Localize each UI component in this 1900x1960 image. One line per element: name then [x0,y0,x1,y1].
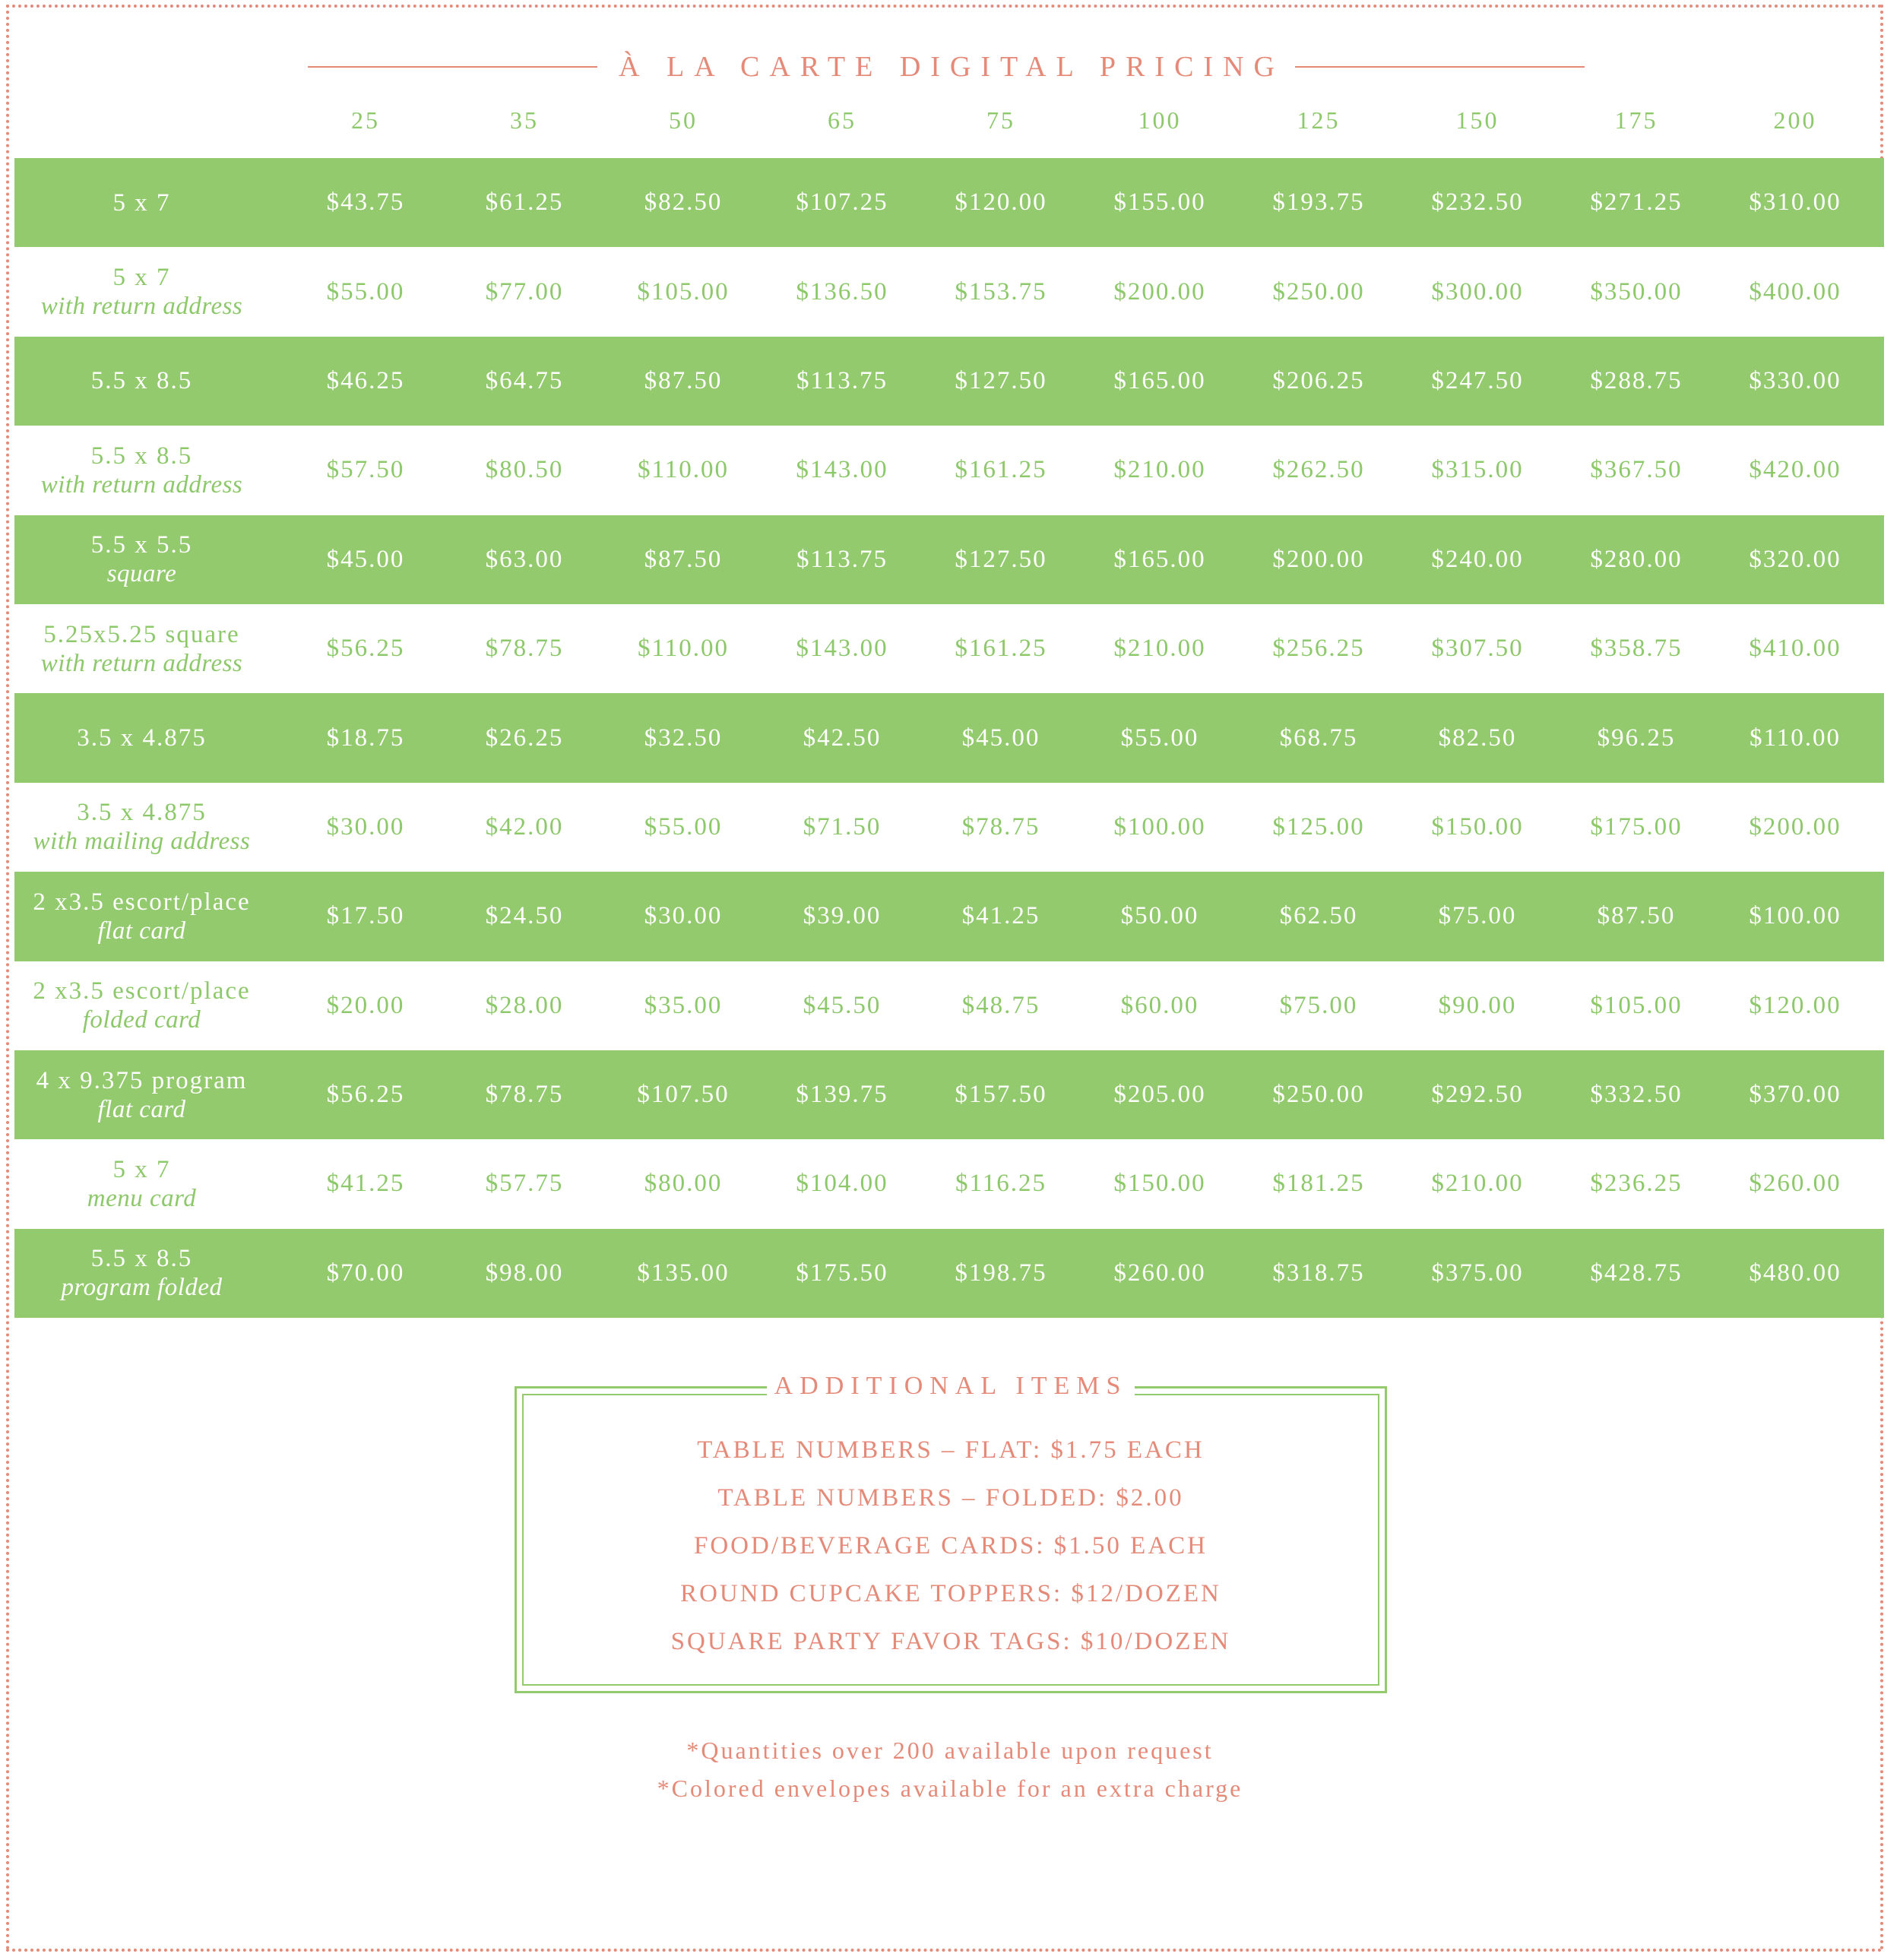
price-cell: $60.00 [1120,991,1199,1019]
price-cell: $300.00 [1431,277,1524,306]
row-label [14,604,269,693]
price-cell: $62.50 [1279,902,1358,930]
price-cell: $127.50 [955,545,1047,573]
price-cell: $175.50 [796,1259,888,1287]
row-label-size: 2 x3.5 escort/place [33,888,251,916]
price-cell: $82.50 [1438,724,1517,752]
additional-item: ROUND CUPCAKE TOPPERS: $12/DOZEN [680,1580,1221,1607]
additional-item: TABLE NUMBERS – FOLDED: $2.00 [717,1484,1184,1512]
row-label-description: with return address [40,293,243,321]
price-cell: $288.75 [1590,366,1683,394]
price-cell: $104.00 [796,1170,888,1198]
row-label-description: with return address [40,470,243,499]
price-cell: $292.50 [1431,1081,1524,1109]
price-cell: $367.50 [1590,456,1683,484]
price-cell: $64.75 [485,366,564,394]
row-label [14,872,269,961]
price-cell: $410.00 [1749,635,1841,663]
table-row [14,1229,1884,1318]
price-cell: $161.25 [955,635,1047,663]
row-label [14,1050,269,1139]
quantity-header-cell: 200 [1773,106,1817,134]
price-cell: $310.00 [1749,188,1841,217]
price-cell: $139.75 [796,1081,888,1109]
additional-items-title-text: ADDITIONAL ITEMS [767,1372,1135,1400]
price-cell: $350.00 [1590,277,1683,306]
price-cell: $135.00 [637,1259,730,1287]
price-cell: $30.00 [326,812,405,841]
price-cell: $161.25 [955,456,1047,484]
price-cell: $113.75 [796,545,888,573]
row-label [14,337,269,426]
price-cell: $78.75 [961,812,1040,841]
quantity-header-cell: 25 [351,106,380,134]
price-cell: $200.00 [1272,545,1365,573]
table-row [14,158,1884,247]
price-cell: $420.00 [1749,456,1841,484]
row-label-size: 5.5 x 8.5 [90,367,193,395]
price-cell: $45.50 [803,991,882,1019]
table-row [14,604,1884,693]
row-label-size: 3.5 x 4.875 [77,799,207,827]
price-cell: $370.00 [1749,1081,1841,1109]
table-row [14,1139,1884,1228]
price-cell: $200.00 [1749,812,1841,841]
price-cell: $80.00 [644,1170,723,1198]
price-cell: $50.00 [1120,902,1199,930]
price-cell: $330.00 [1749,366,1841,394]
price-cell: $240.00 [1431,545,1524,573]
price-cell: $39.00 [803,902,882,930]
price-cell: $165.00 [1113,545,1206,573]
price-cell: $210.00 [1113,456,1206,484]
price-cell: $153.75 [955,277,1047,306]
price-cell: $150.00 [1113,1170,1206,1198]
price-cell: $116.25 [955,1170,1047,1198]
price-cell: $105.00 [1590,991,1683,1019]
price-cell: $125.00 [1272,812,1365,841]
price-cell: $165.00 [1113,366,1206,394]
quantity-header-cell: 75 [986,106,1015,134]
price-cell: $155.00 [1113,188,1206,217]
price-cell: $43.75 [326,188,405,217]
row-label-size: 5.25x5.25 square [43,620,240,648]
price-cell: $35.00 [644,991,723,1019]
price-cell: $175.00 [1590,812,1683,841]
row-label-size: 5.5 x 5.5 [90,531,193,559]
price-cell: $150.00 [1431,812,1524,841]
price-cell: $46.25 [326,366,405,394]
price-cell: $107.50 [637,1081,730,1109]
additional-items-list [517,1426,1385,1666]
price-cell: $75.00 [1279,991,1358,1019]
quantity-header-cell: 35 [510,106,539,134]
price-cell: $87.50 [1597,902,1676,930]
price-cell: $45.00 [326,545,405,573]
price-cell: $20.00 [326,991,405,1019]
row-label [14,693,269,782]
price-cell: $77.00 [485,277,564,306]
price-cell: $358.75 [1590,635,1683,663]
price-cell: $307.50 [1431,635,1524,663]
title-rule-left [308,66,597,68]
quantity-header-cell: 65 [828,106,857,134]
price-cell: $96.25 [1597,724,1676,752]
row-label-description: with mailing address [33,828,251,856]
price-cell: $56.25 [326,635,405,663]
price-cell: $232.50 [1431,188,1524,217]
price-cell: $210.00 [1113,635,1206,663]
price-cell: $41.25 [961,902,1040,930]
price-cell: $236.25 [1590,1170,1683,1198]
row-label-description: flat card [97,1095,186,1123]
page-title: À LA CARTE DIGITAL PRICING [619,51,1284,83]
price-cell: $315.00 [1431,456,1524,484]
table-row [14,783,1884,872]
title-bar [308,44,1585,90]
price-cell: $110.00 [637,635,730,663]
footnote: *Colored envelopes available for an extra charge [657,1775,1243,1802]
price-cell: $98.00 [485,1259,564,1287]
price-cell: $200.00 [1113,277,1206,306]
price-cell: $28.00 [485,991,564,1019]
price-cell: $42.00 [485,812,564,841]
price-cell: $318.75 [1272,1259,1365,1287]
price-cell: $42.50 [803,724,882,752]
row-label [14,1229,269,1318]
price-cell: $110.00 [637,456,730,484]
price-cell: $127.50 [955,366,1047,394]
additional-items-title [517,1372,1385,1401]
row-label-size: 5 x 7 [112,1155,171,1183]
price-cell: $400.00 [1749,277,1841,306]
row-label-size: 5 x 7 [112,264,171,292]
quantity-header-cell: 50 [669,106,698,134]
price-cell: $26.25 [485,724,564,752]
table-row [14,693,1884,782]
price-cell: $205.00 [1113,1081,1206,1109]
price-cell: $55.00 [644,812,723,841]
price-cell: $100.00 [1113,812,1206,841]
price-cell: $260.00 [1113,1259,1206,1287]
price-cell: $105.00 [637,277,730,306]
price-cell: $280.00 [1590,545,1683,573]
price-cell: $57.75 [485,1170,564,1198]
price-cell: $63.00 [485,545,564,573]
additional-item: SQUARE PARTY FAVOR TAGS: $10/DOZEN [670,1628,1231,1655]
price-cell: $78.75 [485,635,564,663]
price-cell: $198.75 [955,1259,1047,1287]
pricing-table [14,158,1884,1318]
row-label [14,426,269,515]
row-label-size: 3.5 x 4.875 [77,724,207,752]
price-cell: $55.00 [1120,724,1199,752]
price-cell: $87.50 [644,545,723,573]
row-label-size: 4 x 9.375 program [36,1066,248,1094]
quantity-header-cell: 100 [1138,106,1182,134]
additional-items-box [515,1372,1387,1693]
table-row [14,426,1884,515]
table-row [14,872,1884,961]
row-label [14,783,269,872]
row-label-description: square [106,560,177,588]
quantity-header-cell: 175 [1614,106,1658,134]
row-label-description: flat card [97,917,186,945]
price-cell: $41.25 [326,1170,405,1198]
price-cell: $247.50 [1431,366,1524,394]
price-cell: $157.50 [955,1081,1047,1109]
table-row [14,515,1884,604]
price-cell: $68.75 [1279,724,1358,752]
price-cell: $80.50 [485,456,564,484]
price-cell: $250.00 [1272,1081,1365,1109]
row-label [14,515,269,604]
price-cell: $90.00 [1438,991,1517,1019]
price-cell: $210.00 [1431,1170,1524,1198]
row-label [14,158,269,247]
price-cell: $18.75 [326,724,405,752]
price-cell: $143.00 [796,635,888,663]
price-cell: $256.25 [1272,635,1365,663]
table-row [14,337,1884,426]
price-cell: $260.00 [1749,1170,1841,1198]
row-label-size: 5.5 x 8.5 [90,1245,193,1273]
table-row [14,1050,1884,1139]
price-cell: $110.00 [1749,724,1841,752]
price-cell: $107.25 [796,188,888,217]
row-label-description: menu card [87,1184,197,1212]
price-cell: $48.75 [961,991,1040,1019]
price-cell: $271.25 [1590,188,1683,217]
row-label-description: with return address [40,649,243,677]
price-cell: $262.50 [1272,456,1365,484]
row-label-description: program folded [61,1274,223,1302]
price-cell: $136.50 [796,277,888,306]
price-cell: $56.25 [326,1081,405,1109]
price-cell: $55.00 [326,277,405,306]
price-cell: $480.00 [1749,1259,1841,1287]
row-label-size: 2 x3.5 escort/place [33,977,251,1005]
price-cell: $100.00 [1749,902,1841,930]
price-cell: $87.50 [644,366,723,394]
title-rule-right [1295,66,1585,68]
row-label [14,247,269,336]
price-cell: $70.00 [326,1259,405,1287]
price-cell: $61.25 [485,188,564,217]
price-cell: $82.50 [644,188,723,217]
quantity-header-cell: 150 [1455,106,1499,134]
row-label [14,961,269,1050]
price-cell: $75.00 [1438,902,1517,930]
table-row [14,247,1884,336]
quantity-header-cell: 125 [1297,106,1341,134]
price-cell: $181.25 [1272,1170,1365,1198]
additional-item: FOOD/BEVERAGE CARDS: $1.50 EACH [693,1532,1208,1559]
row-label-description: folded card [82,1006,201,1034]
price-cell: $120.00 [1749,991,1841,1019]
price-cell: $320.00 [1749,545,1841,573]
price-cell: $428.75 [1590,1259,1683,1287]
price-cell: $375.00 [1431,1259,1524,1287]
footnotes [0,1731,1900,1807]
price-cell: $113.75 [796,366,888,394]
price-cell: $71.50 [803,812,882,841]
table-row [14,961,1884,1050]
row-label-size: 5 x 7 [112,188,171,217]
price-cell: $143.00 [796,456,888,484]
price-cell: $57.50 [326,456,405,484]
row-label-size: 5.5 x 8.5 [90,442,193,470]
price-cell: $17.50 [326,902,405,930]
additional-item: TABLE NUMBERS – FLAT: $1.75 EACH [697,1436,1205,1464]
price-cell: $45.00 [961,724,1040,752]
price-cell: $332.50 [1590,1081,1683,1109]
price-cell: $32.50 [644,724,723,752]
price-cell: $78.75 [485,1081,564,1109]
price-cell: $30.00 [644,902,723,930]
price-cell: $24.50 [485,902,564,930]
price-cell: $206.25 [1272,366,1365,394]
footnote: *Quantities over 200 available upon request [686,1737,1214,1764]
price-cell: $120.00 [955,188,1047,217]
row-label [14,1139,269,1228]
quantity-header [0,106,1900,146]
price-cell: $193.75 [1272,188,1365,217]
price-cell: $250.00 [1272,277,1365,306]
